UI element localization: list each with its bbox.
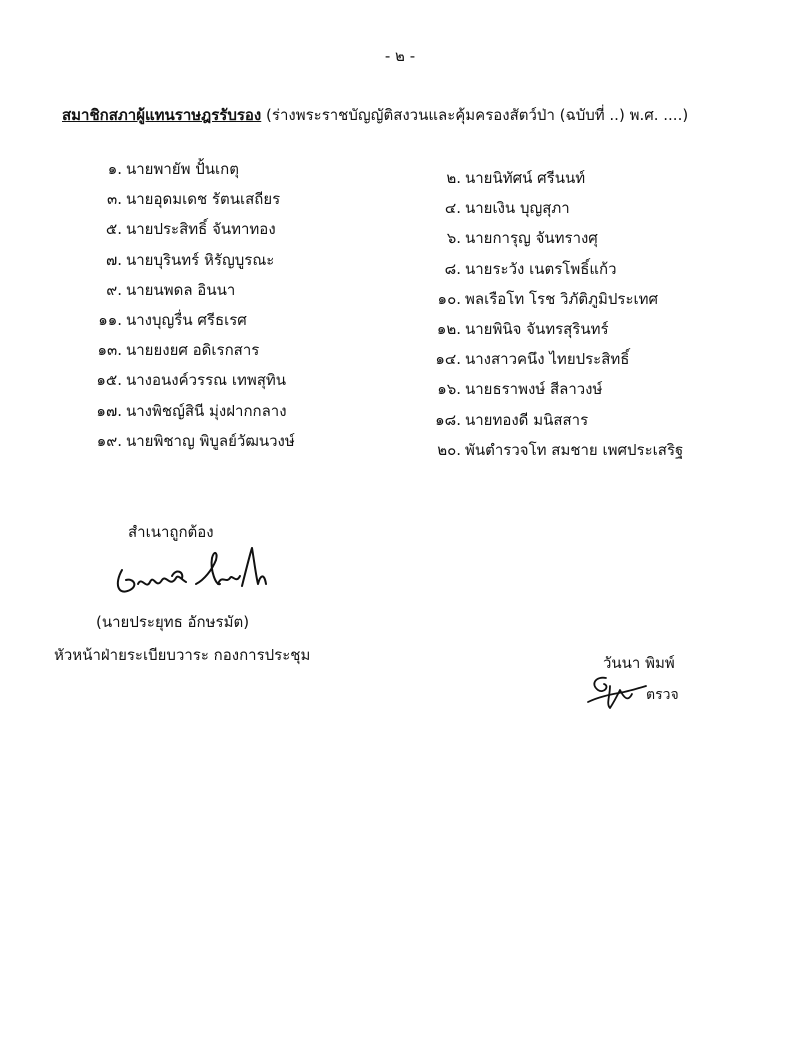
member-row — [60, 154, 295, 184]
members-list-left — [60, 154, 295, 456]
certifier-name: (นายประยุทธ อักษรมัต) — [96, 613, 250, 631]
member-row — [405, 254, 683, 284]
member-number: ๕. — [105, 220, 122, 239]
member-row — [405, 314, 683, 344]
members-list-right — [405, 163, 683, 465]
member-row — [60, 275, 295, 305]
member-number: ๑๖. — [437, 380, 461, 399]
member-number: ๑๓. — [97, 341, 122, 360]
heading-bill-title: (ร่างพระราชบัญญัติสงวนและคุ้มครองสัตว์ป่า (ฉบับที่ ..) พ.ศ. ....) — [266, 106, 689, 124]
member-number: ๑๕. — [96, 371, 122, 390]
member-name: นายการุญ จันทรางศุ — [465, 229, 598, 248]
member-number: ๒. — [446, 169, 461, 187]
member-name: นายอุดมเดช รัตนเสถียร — [126, 190, 281, 209]
typist-name: วันนา พิมพ์ — [603, 654, 675, 672]
member-row — [60, 335, 295, 365]
member-row — [60, 365, 295, 395]
member-name: นางพิชญ์สินี มุ่งฝากกลาง — [126, 401, 287, 420]
member-name: นางบุญรื่น ศรีธเรศ — [126, 310, 247, 329]
member-row — [60, 184, 295, 214]
member-number: ๖. — [446, 229, 461, 248]
member-row — [60, 305, 295, 335]
member-row — [60, 214, 295, 244]
checker-label: ตรวจ — [646, 687, 679, 703]
certified-copy-label: สำเนาถูกต้อง — [128, 523, 214, 541]
member-name: นายเงิน บุญสุภา — [465, 199, 570, 218]
member-row — [405, 344, 683, 374]
member-name: นายบุรินทร์ หิรัญบูรณะ — [126, 250, 275, 269]
member-name: นายนพดล อินนา — [126, 280, 236, 299]
member-row — [405, 405, 683, 435]
member-number: ๑๔. — [435, 350, 461, 369]
member-number: ๑๘. — [435, 410, 461, 429]
member-number: ๙. — [106, 280, 122, 299]
member-name: นางอนงค์วรรณ เทพสุทิน — [126, 371, 287, 390]
member-number: ๑๐. — [437, 289, 461, 308]
member-row — [405, 163, 683, 193]
member-row — [60, 396, 295, 426]
member-name: นางสาวคนึง ไทยประสิทธิ์ — [465, 350, 630, 369]
member-number: ๑๑. — [98, 310, 122, 329]
member-row — [405, 193, 683, 223]
member-number: ๘. — [444, 259, 461, 278]
member-name: นายพินิจ จันทรสุรินทร์ — [465, 319, 609, 338]
member-name: นายระวัง เนตรโพธิ์แก้ว — [465, 259, 617, 278]
heading-title: สมาชิกสภาผู้แทนราษฎรรับรอง — [62, 106, 262, 124]
member-row — [60, 426, 295, 456]
member-number: ๗. — [105, 250, 122, 269]
member-row — [405, 374, 683, 404]
member-name: พลเรือโท โรช วิภัติภูมิประเทศ — [465, 289, 659, 308]
member-row — [405, 223, 683, 253]
member-name: นายประสิทธิ์ จันทาทอง — [126, 220, 276, 239]
member-name: นายนิทัศน์ ศรีนนท์ — [465, 169, 586, 187]
member-name: นายพิชาญ พิบูลย์วัฒนวงษ์ — [126, 431, 295, 450]
member-name: พันตำรวจโท สมชาย เพศประเสริฐ — [465, 440, 684, 459]
member-number: ๒๐. — [437, 440, 461, 459]
member-row — [60, 245, 295, 275]
member-row — [405, 284, 683, 314]
member-number: ๑๗. — [96, 401, 122, 420]
member-number: ๑. — [107, 160, 122, 178]
member-number: ๑๙. — [96, 431, 122, 450]
document-heading — [62, 103, 688, 127]
member-row — [405, 435, 683, 465]
handwritten-signature — [112, 540, 272, 604]
member-number: ๔. — [444, 199, 461, 218]
member-number: ๓. — [106, 190, 122, 209]
member-number: ๑๒. — [436, 319, 461, 338]
checker-signature — [584, 672, 648, 712]
member-name: นายทองดี มนิสสาร — [465, 410, 589, 429]
member-name: นายพายัพ ปั้นเกตุ — [126, 160, 239, 178]
page-number: - ๒ - — [384, 47, 416, 65]
member-name: นายยงยศ อดิเรกสาร — [126, 341, 260, 360]
member-name: นายธราพงษ์ สีลาวงษ์ — [465, 380, 603, 399]
certifier-title: หัวหน้าฝ่ายระเบียบวาระ กองการประชุม — [54, 646, 311, 664]
